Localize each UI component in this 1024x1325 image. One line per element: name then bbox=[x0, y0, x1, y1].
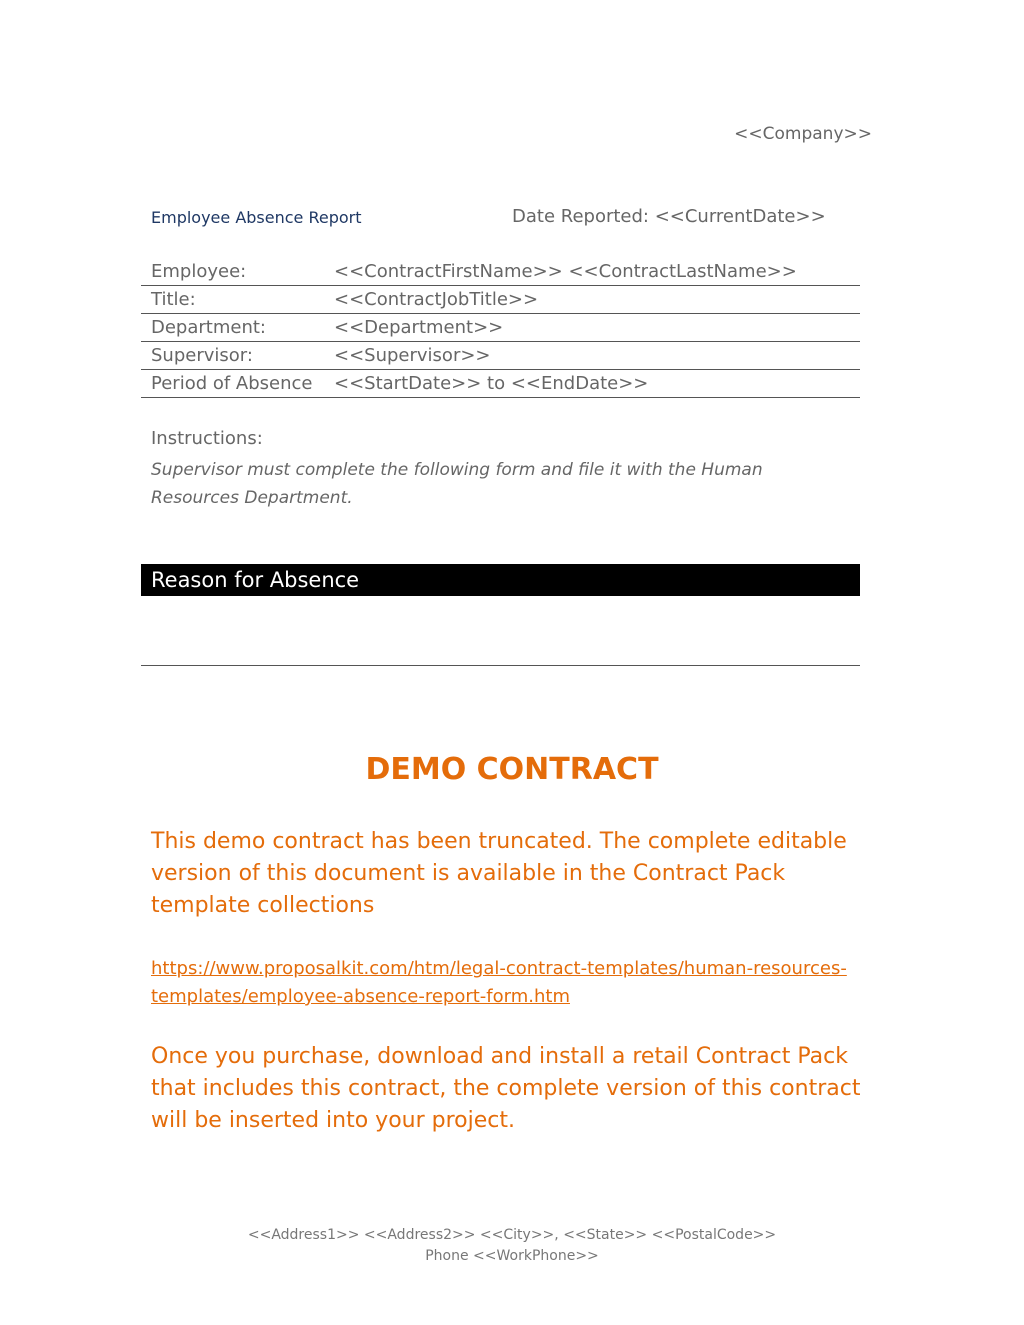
detail-value: <<ContractFirstName>> <<ContractLastName>> bbox=[334, 261, 797, 282]
company-placeholder: <<Company>> bbox=[734, 124, 872, 144]
detail-row-department bbox=[141, 314, 860, 342]
detail-row-title bbox=[141, 286, 860, 314]
page-footer bbox=[0, 1225, 1024, 1267]
detail-label: Employee: bbox=[151, 261, 247, 282]
report-title: Employee Absence Report bbox=[151, 208, 362, 227]
instructions-text: Supervisor must complete the following form and file it with the Human Resources Department. bbox=[151, 460, 763, 508]
detail-value: <<ContractJobTitle>> bbox=[334, 289, 539, 310]
footer-phone: Phone <<WorkPhone>> bbox=[425, 1248, 599, 1264]
detail-value: <<Supervisor>> bbox=[334, 345, 491, 366]
demo-heading: DEMO CONTRACT bbox=[365, 752, 659, 787]
demo-paragraph-truncated: This demo contract has been truncated. The complete editable version of this document is available in the Contract Pack template collections bbox=[151, 829, 847, 918]
date-reported: Date Reported: <<CurrentDate>> bbox=[512, 206, 826, 227]
detail-label: Period of Absence bbox=[151, 373, 313, 394]
detail-label: Title: bbox=[151, 289, 196, 310]
detail-value: <<Department>> bbox=[334, 317, 504, 338]
section-divider bbox=[141, 665, 860, 666]
footer-address: <<Address1>> <<Address2>> <<City>>, <<State>> <<PostalCode>> bbox=[247, 1227, 777, 1243]
detail-label: Supervisor: bbox=[151, 345, 253, 366]
detail-row-supervisor bbox=[141, 342, 860, 370]
detail-label: Department: bbox=[151, 317, 266, 338]
detail-row-period bbox=[141, 370, 860, 398]
instructions-label: Instructions: bbox=[151, 428, 263, 449]
employee-details-table bbox=[141, 258, 860, 398]
demo-link[interactable]: https://www.proposalkit.com/htm/legal-contract-templates/human-resources-templates/employee-absence-report-form.htm bbox=[151, 958, 847, 1007]
detail-value: <<StartDate>> to <<EndDate>> bbox=[334, 373, 649, 394]
section-header-reason: Reason for Absence bbox=[141, 564, 860, 596]
detail-row-employee bbox=[141, 258, 860, 286]
demo-paragraph-purchase: Once you purchase, download and install a retail Contract Pack that includes this contract, the complete version of this contract will be inserted into your project. bbox=[151, 1044, 861, 1133]
